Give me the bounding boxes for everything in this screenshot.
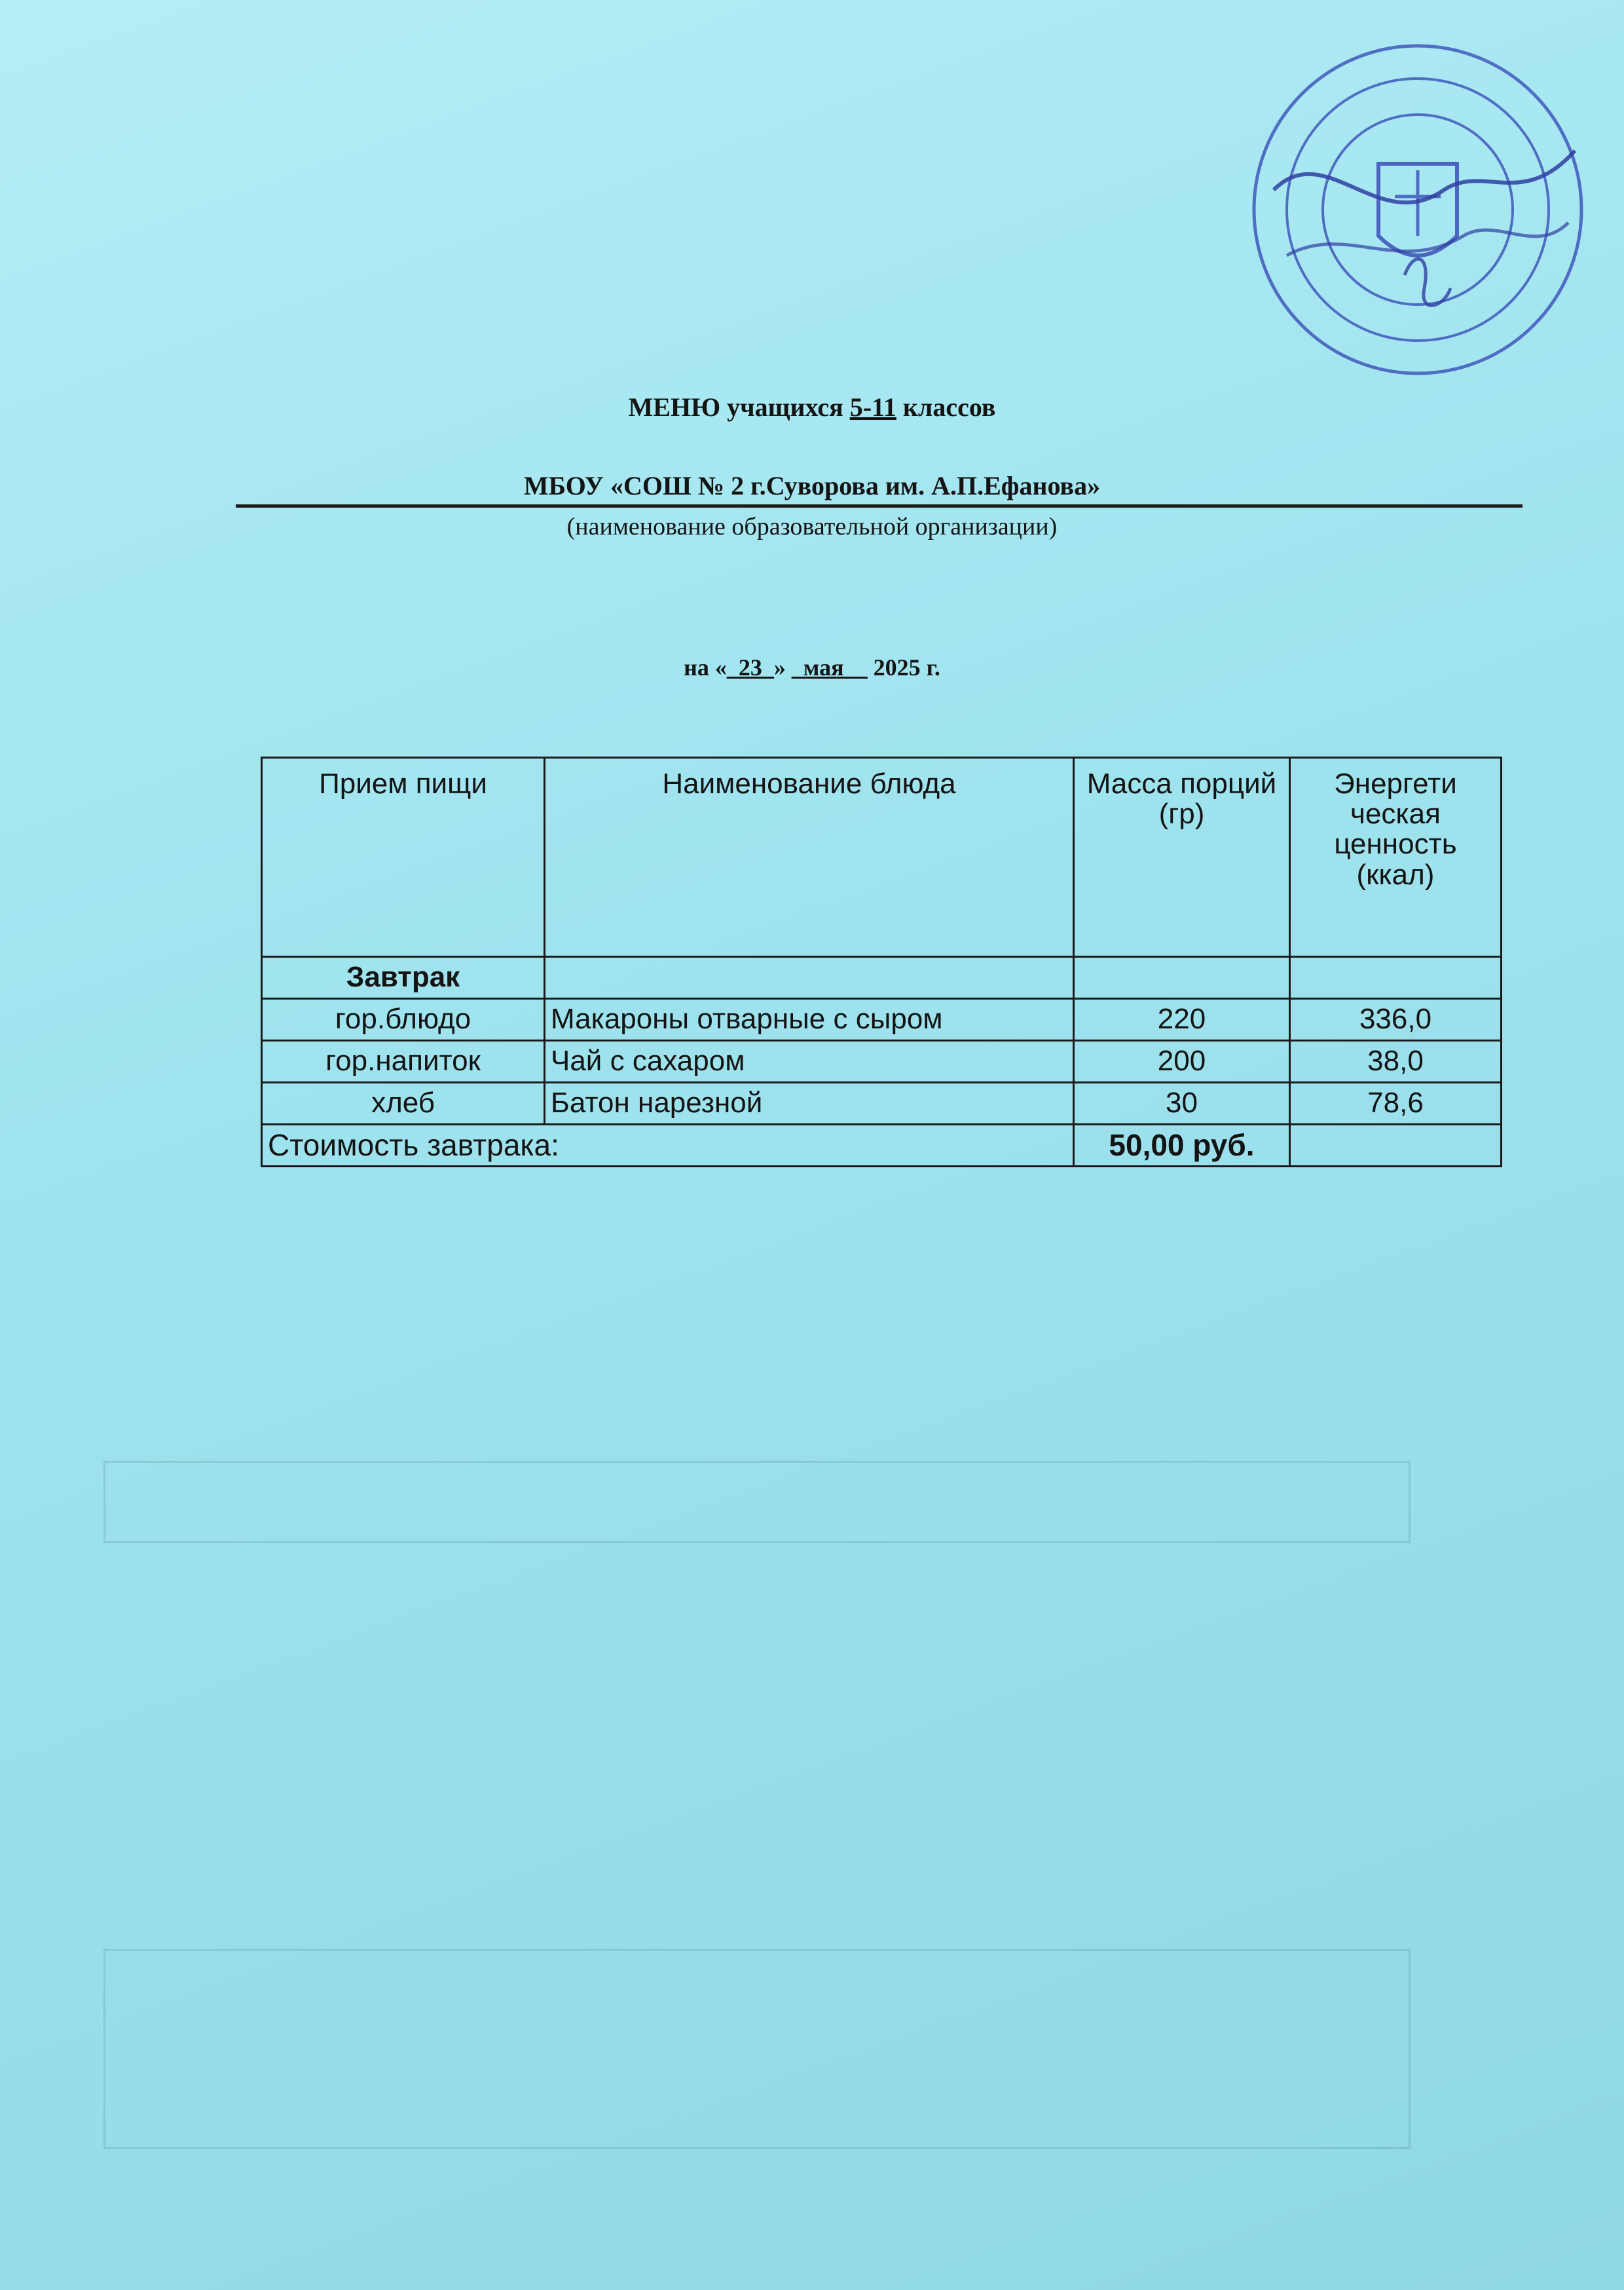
meal-cell: гор.блюдо: [262, 999, 545, 1041]
organization-underline: [236, 504, 1522, 508]
bleed-through-box: [103, 1949, 1411, 2149]
dish-cell: Чай с сахаром: [545, 1041, 1074, 1083]
organization-caption: (наименование образовательной организации): [566, 513, 1058, 540]
empty-cell: [1290, 957, 1502, 999]
header-energy: [1290, 758, 1502, 957]
meal-cell: хлеб: [262, 1083, 545, 1125]
energy-cell: 336,0: [1290, 999, 1502, 1041]
table-row: [262, 1083, 1502, 1125]
title-suffix: классов: [896, 392, 996, 422]
meal-cell: гор.напиток: [262, 1041, 545, 1083]
title-prefix: МЕНЮ учащихся: [628, 392, 850, 422]
mass-cell: 220: [1074, 999, 1290, 1041]
header-mass: Масса порций (гр): [1074, 758, 1290, 957]
cost-value: 50,00 руб.: [1074, 1125, 1290, 1167]
energy-cell: 78,6: [1290, 1083, 1502, 1125]
header-dish: Наименование блюда: [545, 758, 1074, 957]
empty-cell: [1290, 1125, 1502, 1167]
organization-name: МБОУ «СОШ № 2 г.Суворова им. А.П.Ефанова»: [523, 471, 1101, 500]
date-month: _мая__: [791, 654, 868, 681]
date-prefix: на «: [684, 654, 727, 681]
energy-cell: 38,0: [1290, 1041, 1502, 1083]
school-seal-stamp: [1247, 39, 1588, 380]
mass-cell: 200: [1074, 1041, 1290, 1083]
dish-cell: Батон нарезной: [545, 1083, 1074, 1125]
date-year: 2025 г.: [867, 654, 940, 681]
section-label: Завтрак: [262, 957, 545, 999]
title-classes: 5-11: [849, 392, 896, 422]
table-row: [262, 999, 1502, 1041]
dish-cell: Макароны отварные с сыром: [545, 999, 1074, 1041]
header-energy-line: (ккал): [1356, 858, 1435, 891]
menu-title: [0, 392, 1624, 422]
mass-cell: 30: [1074, 1083, 1290, 1125]
cost-row: [262, 1125, 1502, 1167]
header-energy-line: ценность: [1334, 828, 1457, 861]
empty-cell: [545, 957, 1074, 999]
section-row: [262, 957, 1502, 999]
bleed-through-box: [103, 1461, 1411, 1543]
table-row: [262, 1041, 1502, 1083]
date-day: _23_: [726, 654, 774, 681]
header-meal: Прием пищи: [262, 758, 545, 957]
menu-table: [261, 757, 1502, 1167]
empty-cell: [1074, 957, 1290, 999]
table-header-row: [262, 758, 1502, 957]
menu-date: [0, 654, 1624, 681]
header-energy-line: ческая: [1350, 798, 1441, 831]
date-mid: »: [773, 654, 792, 681]
header-energy-line: Энергети: [1334, 768, 1457, 800]
cost-label: Стоимость завтрака:: [262, 1125, 1074, 1167]
